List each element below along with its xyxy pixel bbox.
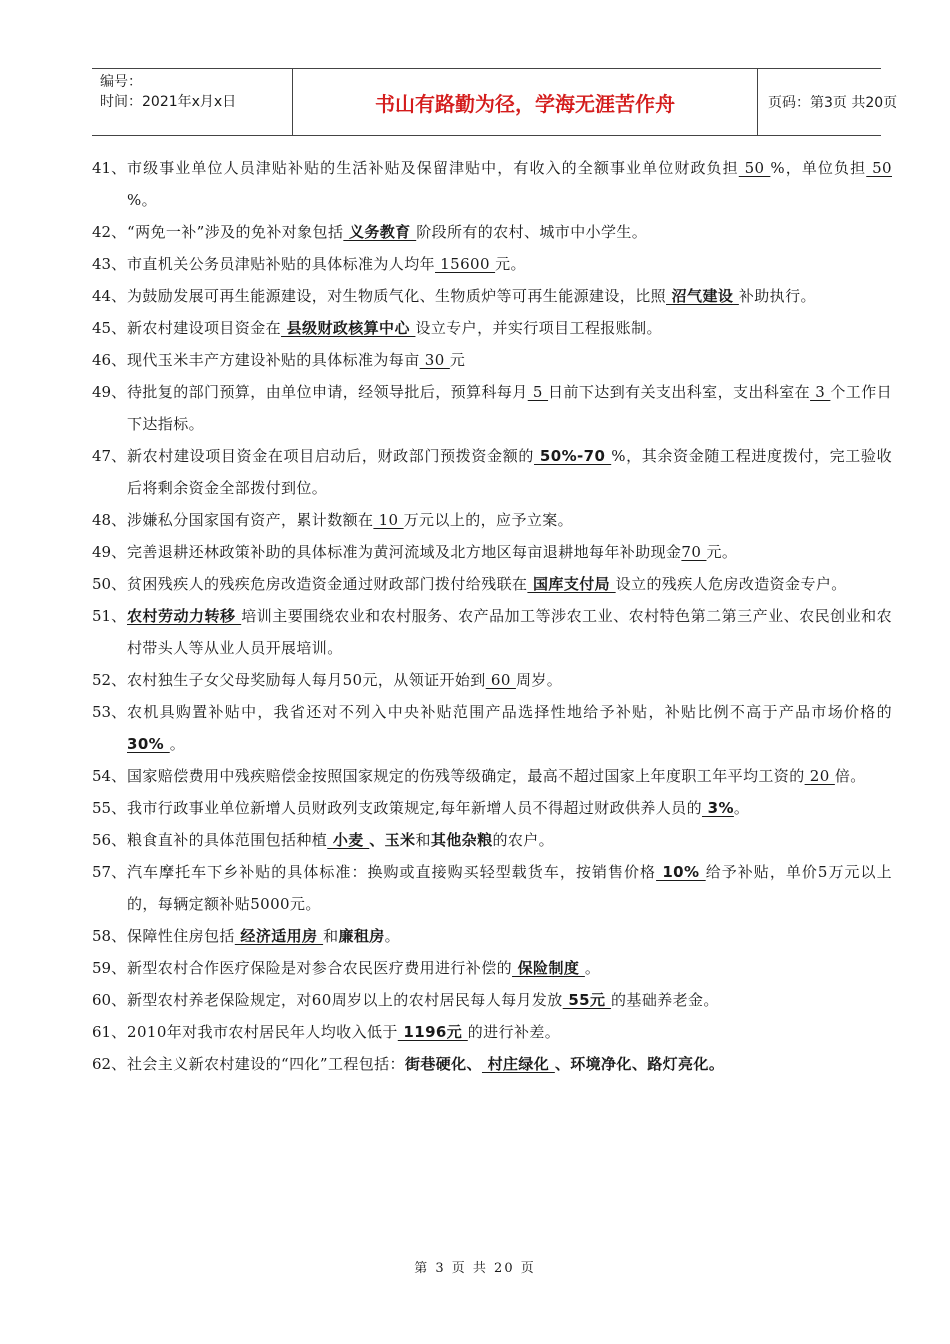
code-label: 编号： — [100, 74, 142, 90]
question-number: 53、 — [92, 703, 127, 721]
question-text-segment: 个工作日下达指标。 — [127, 383, 893, 433]
header-motto: 书山有路勤为径，学海无涯苦作舟 — [292, 69, 758, 135]
answer-blank: 10 — [373, 511, 404, 529]
question-item — [92, 856, 892, 920]
answer-blank: 义务教育 — [343, 223, 417, 241]
answer-blank: 30% — [127, 735, 170, 753]
answer-blank: 55元 — [562, 991, 612, 1009]
question-number: 42、 — [92, 223, 127, 241]
question-item — [92, 216, 892, 248]
question-text-segment: 为鼓励发展可再生能源建设，对生物质气化、生物质炉等可再生能源建设，比照 — [127, 287, 667, 305]
question-text-segment: 保障性住房包括 — [127, 927, 235, 945]
question-text — [127, 344, 892, 376]
question-text-segment: 的基础养老金。 — [611, 991, 719, 1009]
question-text-segment: 农机具购置补贴中，我省还对不列入中央补贴范围产品选择性地给予补贴，补贴比例不高于产品市场价格的 — [127, 703, 892, 721]
question-text-segment: 待批复的部门预算，由单位申请，经领导批后，预算科每月 — [127, 383, 528, 401]
question-item — [92, 376, 892, 440]
question-text — [127, 248, 892, 280]
question-text-segment: %，其余资金随工程进度拨付，完工验收后将剩余资金全部拨付到位。 — [127, 447, 892, 497]
answer-blank: 15600 — [435, 255, 496, 273]
question-text — [127, 440, 892, 504]
header-page-number: 页码：第3页 共20页 — [768, 95, 898, 111]
question-text-segment: 。 — [733, 799, 750, 817]
question-item — [92, 920, 892, 952]
question-text-segment: 的农户。 — [492, 831, 555, 849]
question-number: 49、 — [92, 543, 127, 561]
answer-blank: 小麦 — [327, 831, 370, 849]
answer-blank: 5 — [527, 383, 549, 401]
question-text-segment: 国家赔偿费用中残疾赔偿金按照国家规定的伤残等级确定，最高不超过国家上年度职工年平均工资的 — [127, 767, 805, 785]
answer-blank: 70 — [681, 543, 707, 561]
question-text — [127, 280, 892, 312]
question-text-segment: 培训主要围绕农业和农村服务、农产品加工等涉农工业、农村特色第二第三产业、农民创业和农村带头人等从业人员开展培训。 — [127, 607, 892, 657]
question-text-segment: 万元以上的，应予立案。 — [403, 511, 574, 529]
question-text-segment: 给予补贴，单价5万元以上的，每辆定额补贴5000元。 — [127, 863, 892, 913]
question-number: 49、 — [92, 383, 127, 401]
question-number: 61、 — [92, 1023, 127, 1041]
question-number: 57、 — [92, 863, 127, 881]
question-text-segment: 倍。 — [834, 767, 866, 785]
question-item — [92, 280, 892, 312]
question-text-segment: 粮食直补的具体范围包括种植 — [127, 831, 328, 849]
question-item — [92, 536, 892, 568]
question-text-segment: 日前下达到有关支出科室，支出科室在 — [548, 383, 811, 401]
question-text — [127, 856, 892, 920]
answer-blank: 县级财政核算中心 — [281, 319, 416, 337]
question-item — [92, 696, 892, 760]
question-text-segment: 汽车摩托车下乡补贴的具体标准：换购或直接购买轻型载货车，按销售价格 — [127, 863, 657, 881]
question-text — [127, 824, 892, 856]
question-text — [127, 312, 892, 344]
answer-blank: 50 — [738, 159, 771, 177]
question-text-segment: 阶段所有的农村、城市中小学生。 — [416, 223, 648, 241]
question-item — [92, 1048, 892, 1080]
question-text-segment: 其他杂粮 — [430, 831, 493, 849]
page-footer: 第 3 页 共 20 页 — [414, 1261, 536, 1276]
question-text-segment: 。 — [169, 735, 186, 753]
question-item — [92, 760, 892, 792]
question-text-segment: 、环境净化、路灯亮化。 — [554, 1055, 725, 1073]
question-number: 60、 — [92, 991, 127, 1009]
question-text-segment: 廉租房 — [338, 927, 385, 945]
question-text-segment: 。 — [584, 959, 601, 977]
question-item — [92, 1016, 892, 1048]
question-text — [127, 152, 892, 216]
question-number: 51、 — [92, 607, 127, 625]
question-text-segment: 和 — [415, 831, 431, 849]
question-text-segment: 新型农村养老保险规定，对60周岁以上的农村居民每人每月发放 — [127, 991, 563, 1009]
question-item — [92, 824, 892, 856]
question-text-segment: 新型农村合作医疗保险是对参合农民医疗费用进行补偿的 — [127, 959, 513, 977]
answer-blank: 沼气建设 — [666, 287, 739, 305]
header-meta — [92, 69, 292, 135]
question-text-segment: 新农村建设项目资金在 — [127, 319, 282, 337]
question-text-segment: 元。 — [495, 255, 526, 273]
question-number: 46、 — [92, 351, 127, 369]
question-text-segment: 的进行补差。 — [467, 1023, 561, 1041]
question-text-segment: 玉米 — [384, 831, 416, 849]
answer-blank: 30 — [419, 351, 450, 369]
question-text-segment: 2010年对我市农村居民年人均收入低于 — [127, 1023, 398, 1041]
question-text — [127, 536, 892, 568]
question-text — [127, 600, 892, 664]
question-text — [127, 696, 892, 760]
question-text-segment: 农村独生子女父母奖励每人每月50元，从领证开始到 — [127, 671, 486, 689]
question-item — [92, 952, 892, 984]
question-text-segment: 贫困残疾人的残疾危房改造资金通过财政部门拨付给残联在 — [127, 575, 528, 593]
question-number: 48、 — [92, 511, 127, 529]
question-text-segment: 设立专户，并实行项目工程报账制。 — [415, 319, 662, 337]
answer-blank: 村庄绿化 — [481, 1055, 555, 1073]
question-text-segment: 元 — [449, 351, 466, 369]
question-item — [92, 152, 892, 216]
question-item — [92, 568, 892, 600]
question-number: 54、 — [92, 767, 127, 785]
question-text — [127, 568, 892, 600]
time-label: 时间：2021年x月x日 — [100, 94, 237, 110]
question-item — [92, 504, 892, 536]
question-item — [92, 344, 892, 376]
page-header — [92, 68, 898, 136]
question-text — [127, 664, 892, 696]
question-text — [127, 376, 892, 440]
question-item — [92, 600, 892, 664]
question-text-segment: 周岁。 — [515, 671, 563, 689]
question-text-segment: “两免一补”涉及的免补对象包括 — [127, 223, 344, 241]
question-text — [127, 920, 892, 952]
question-item — [92, 248, 892, 280]
question-text — [127, 216, 892, 248]
answer-blank: 50 — [866, 159, 892, 177]
question-text-segment: 补助执行。 — [738, 287, 816, 305]
question-text-segment: %，单位负担 — [770, 159, 867, 177]
question-text-segment: 社会主义新农村建设的“四化”工程包括： — [127, 1055, 405, 1073]
question-text-segment: %。 — [127, 191, 158, 209]
question-text — [127, 952, 892, 984]
answer-blank: 50%-70 — [534, 447, 612, 465]
question-number: 58、 — [92, 927, 127, 945]
answer-blank: 60 — [485, 671, 516, 689]
question-text-segment: 市级事业单位人员津贴补贴的生活补贴及保留津贴中，有收入的全额事业单位财政负担 — [127, 159, 739, 177]
answer-blank: 农村劳动力转移 — [127, 607, 242, 625]
question-text — [127, 760, 892, 792]
answer-blank: 10% — [656, 863, 706, 881]
answer-blank: 国库支付局 — [527, 575, 616, 593]
question-text — [127, 984, 892, 1016]
question-number: 47、 — [92, 447, 127, 465]
question-text-segment: 、 — [369, 831, 385, 849]
question-text-segment: 和 — [323, 927, 339, 945]
answer-blank: 3% — [701, 799, 734, 817]
question-number: 50、 — [92, 575, 127, 593]
question-text-segment: 完善退耕还林政策补助的具体标准为黄河流域及北方地区每亩退耕地每年补助现金 — [127, 543, 682, 561]
answer-blank: 经济适用房 — [234, 927, 324, 945]
question-item — [92, 984, 892, 1016]
question-number: 45、 — [92, 319, 127, 337]
question-number: 43、 — [92, 255, 127, 273]
answer-blank: 1196元 — [397, 1023, 468, 1041]
question-text — [127, 1048, 892, 1080]
question-text-segment: 我市行政事业单位新增人员财政列支政策规定,每年新增人员不得超过财政供养人员的 — [127, 799, 702, 817]
question-text — [127, 504, 892, 536]
question-number: 41、 — [92, 159, 127, 177]
question-text-segment: 设立的残疾人危房改造资金专户。 — [615, 575, 847, 593]
question-item — [92, 440, 892, 504]
question-number: 59、 — [92, 959, 127, 977]
question-text-segment: 新农村建设项目资金在项目启动后，财政部门预拨资金额的 — [127, 447, 535, 465]
question-number: 44、 — [92, 287, 127, 305]
question-text — [127, 1016, 892, 1048]
question-list — [92, 152, 892, 1080]
answer-blank: 3 — [810, 383, 831, 401]
question-text-segment: 街巷硬化、 — [404, 1055, 482, 1073]
answer-blank: 20 — [804, 767, 835, 785]
answer-blank: 保险制度 — [512, 959, 585, 977]
question-text-segment: 现代玉米丰产方建设补贴的具体标准为每亩 — [127, 351, 420, 369]
question-number: 62、 — [92, 1055, 127, 1073]
question-number: 52、 — [92, 671, 127, 689]
question-text-segment: 。 — [384, 927, 401, 945]
question-number: 55、 — [92, 799, 127, 817]
question-item — [92, 312, 892, 344]
question-item — [92, 792, 892, 824]
question-text-segment: 涉嫌私分国家国有资产，累计数额在 — [127, 511, 374, 529]
question-number: 56、 — [92, 831, 127, 849]
question-item — [92, 664, 892, 696]
question-text-segment: 元。 — [706, 543, 738, 561]
question-text — [127, 792, 892, 824]
question-text-segment: 市直机关公务员津贴补贴的具体标准为人均年 — [127, 255, 436, 273]
